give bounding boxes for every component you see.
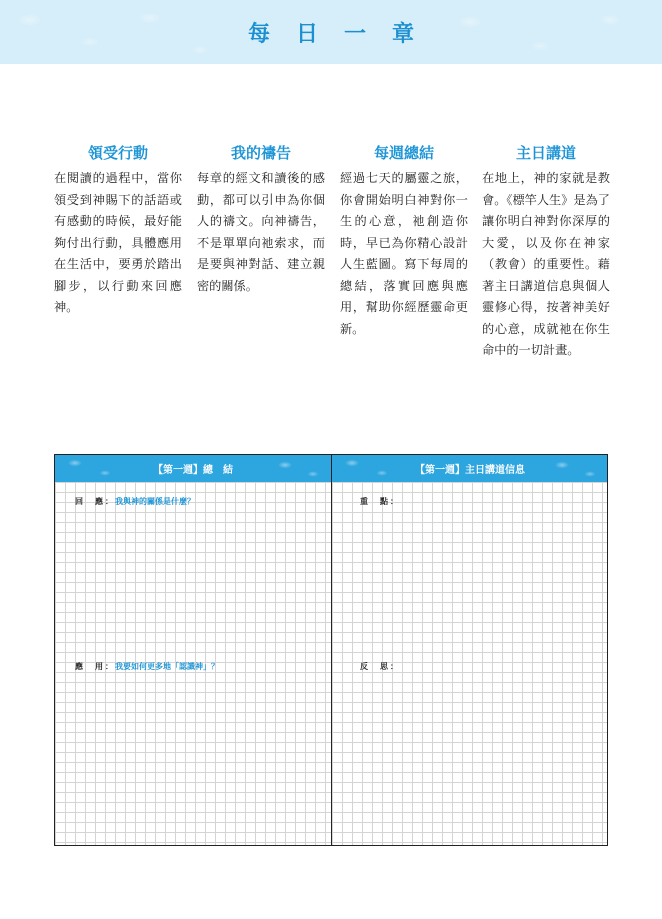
key-points-prompt bbox=[360, 496, 400, 507]
column-body: 在地上，神的家就是教會。《標竿人生》是為了讓你明白神對你深厚的大愛，以及你在神家（教會）的重要性。藉著主日講道信息與個人靈修心得，按著神美好的心意，成就祂在你生命中的一切計畫。 bbox=[482, 171, 610, 357]
reflection-prompt bbox=[360, 661, 400, 672]
prompt-label: 重 點： bbox=[360, 497, 400, 506]
response-prompt bbox=[75, 496, 195, 507]
panel-heading-text: 【第一週】總 結 bbox=[153, 465, 233, 476]
intro-column-sermon bbox=[482, 142, 610, 362]
column-title: 主日講道 bbox=[515, 144, 576, 162]
intro-column-action bbox=[54, 142, 182, 319]
intro-column-prayer bbox=[197, 142, 325, 297]
sermon-notes-panel bbox=[332, 455, 608, 845]
panel-heading bbox=[332, 455, 608, 482]
page-title: 每日一章 bbox=[247, 21, 440, 47]
worksheet-box bbox=[54, 454, 608, 846]
column-body: 經過七天的屬靈之旅，你會開始明白神對你一生的心意，祂創造你時，早已為你精心設計人生藍圖。寫下每周的總結，落實回應與應用，幫助你經歷靈命更新。 bbox=[340, 171, 468, 336]
prompt-label: 回 應： bbox=[75, 497, 115, 506]
column-title: 每週總結 bbox=[373, 144, 434, 162]
application-prompt bbox=[75, 661, 219, 672]
panel-heading bbox=[55, 455, 331, 482]
column-title: 領受行動 bbox=[87, 144, 148, 162]
weekly-summary-panel bbox=[55, 455, 331, 845]
intro-column-weekly bbox=[340, 142, 468, 340]
column-title: 我的禱告 bbox=[230, 144, 291, 162]
prompt-label: 應 用： bbox=[75, 662, 115, 671]
prompt-question: 我與神的關係是什麼？ bbox=[115, 497, 195, 506]
prompt-label: 反 思： bbox=[360, 662, 400, 671]
column-body: 在閱讀的過程中，當你領受到神賜下的話語或有感動的時候，最好能夠付出行動，具體應用在生活中，要勇於踏出腳步，以行動來回應神。 bbox=[54, 171, 182, 314]
column-body: 每章的經文和讀後的感動，都可以引申為你個人的禱文。向神禱告，不是單單向祂索求，而是要與神對話、建立親密的關係。 bbox=[197, 171, 325, 293]
panel-heading-text: 【第一週】主日講道信息 bbox=[415, 465, 525, 476]
prompt-question: 我要如何更多地「認識神」？ bbox=[115, 662, 219, 671]
